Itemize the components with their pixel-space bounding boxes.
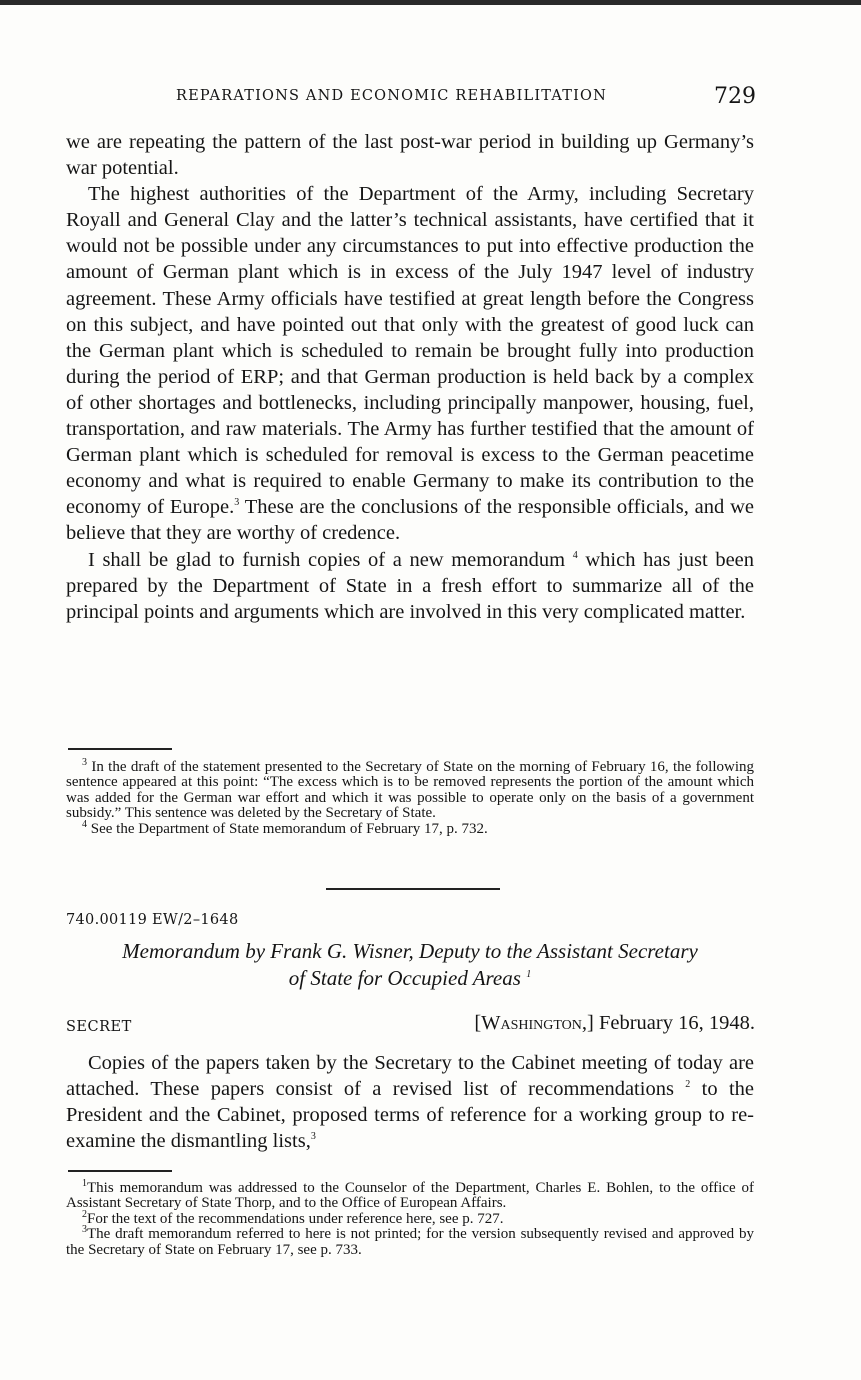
paragraph-army: The highest authorities of the Department of the Army, including Secretary Royall and General Clay and the latter’s technical assistants, have certified that it would not be possible under any circumstances to put into effective production the amount of German plant which is in excess of the July 1947 level of industry agreement. These Army officials have testified at great length before the Congress on this subject, and have pointed out that only with the greatest of good luck can the German plant which is scheduled to remain be brought fully into production during the period of ERP; and that German production is held back by a complex of other shortages and bottlenecks, including principally manpower, housing, fuel, transportation, and raw materials. The Army has further testified that the amount of German plant which is scheduled for removal is excess to the German peacetime economy and what is required to enable Germany to make its contribution to the economy of Europe.$^3$ These are the conclusions of the responsible officials, and we believe that they are worthy of credence.: [66, 183, 755, 545]
running-header: [176, 86, 756, 110]
title-line: Memorandum by Frank G. Wisner, Deputy to the Assistant Secretary: [122, 939, 698, 963]
footnote: $^2$For the text of the recommendations under reference here, see p. 727.: [82, 1208, 504, 1227]
footnotes-bottom: [66, 1178, 754, 1258]
footnote: $^3$The draft memorandum referred to here is not printed; for the version subsequently revised and approved by the Secretary of State on February 17, see p. 733.: [66, 1224, 754, 1258]
footnote: $^3$ In the draft of the statement presented to the Secretary of State on the morning of February 16, the following sentence appeared at this point: “The excess which is to be removed represents the portion of the amount which was added for the German war effort and which it was possible to operate only on the basis of a government subsidy.” This sentence was deleted by the Secretary of State.: [66, 757, 754, 822]
dateline-place: Washington: [481, 1012, 582, 1034]
main-text: [66, 129, 754, 625]
section-separator: [326, 888, 500, 890]
footnote-mark: 4: [572, 549, 578, 561]
footnotes-top: [66, 757, 754, 837]
footnote-rule: [68, 748, 172, 750]
page-number: 729: [714, 84, 756, 109]
footnote-mark: 3: [310, 1131, 316, 1143]
paragraph-memorandum: I shall be glad to furnish copies of a new memorandum $^4$ which has just been prepared by the Department of State in a fresh effort to summarize all of the principal points and arguments which are involved in this very complicated matter.: [66, 548, 755, 623]
footnote-mark: 3: [234, 497, 240, 509]
running-title: REPARATIONS AND ECONOMIC REHABILITATION: [176, 88, 608, 104]
paragraph-continued: we are repeating the pattern of the last post-war period in building up Germany’s war potential.: [66, 131, 754, 180]
dateline-date: February 16, 1948.: [598, 1012, 755, 1034]
footnote-rule: [68, 1170, 172, 1172]
memo-text: [66, 1050, 754, 1154]
dateline: [Washington,] February 16, 1948.: [474, 1012, 755, 1034]
footnote: $^4$ See the Department of State memorandum of February 17, p. 732.: [82, 818, 488, 837]
title-line: of State for Occupied Areas $^1$: [288, 966, 532, 990]
top-border: [0, 0, 861, 5]
footnote-mark: 2: [685, 1079, 691, 1091]
file-number: 740.00119 EW/2–1648: [66, 912, 239, 928]
memo-paragraph: Copies of the papers taken by the Secretary to the Cabinet meeting of today are attached. These papers consist of a revised list of recommendations $^2$ to the President and the Cabinet, proposed terms of reference for a working group to re-examine the dismantling lists,$^3$: [66, 1052, 754, 1153]
footnote-mark: 1: [526, 969, 532, 980]
classification-label: SECRET: [66, 1019, 132, 1035]
footnote: $^1$This memorandum was addressed to the Counselor of the Department, Charles E. Bohlen, to the office of Assistant Secretary of State Thorp, and to the Office of European Affairs.: [66, 1178, 754, 1212]
document-title: [66, 938, 754, 992]
